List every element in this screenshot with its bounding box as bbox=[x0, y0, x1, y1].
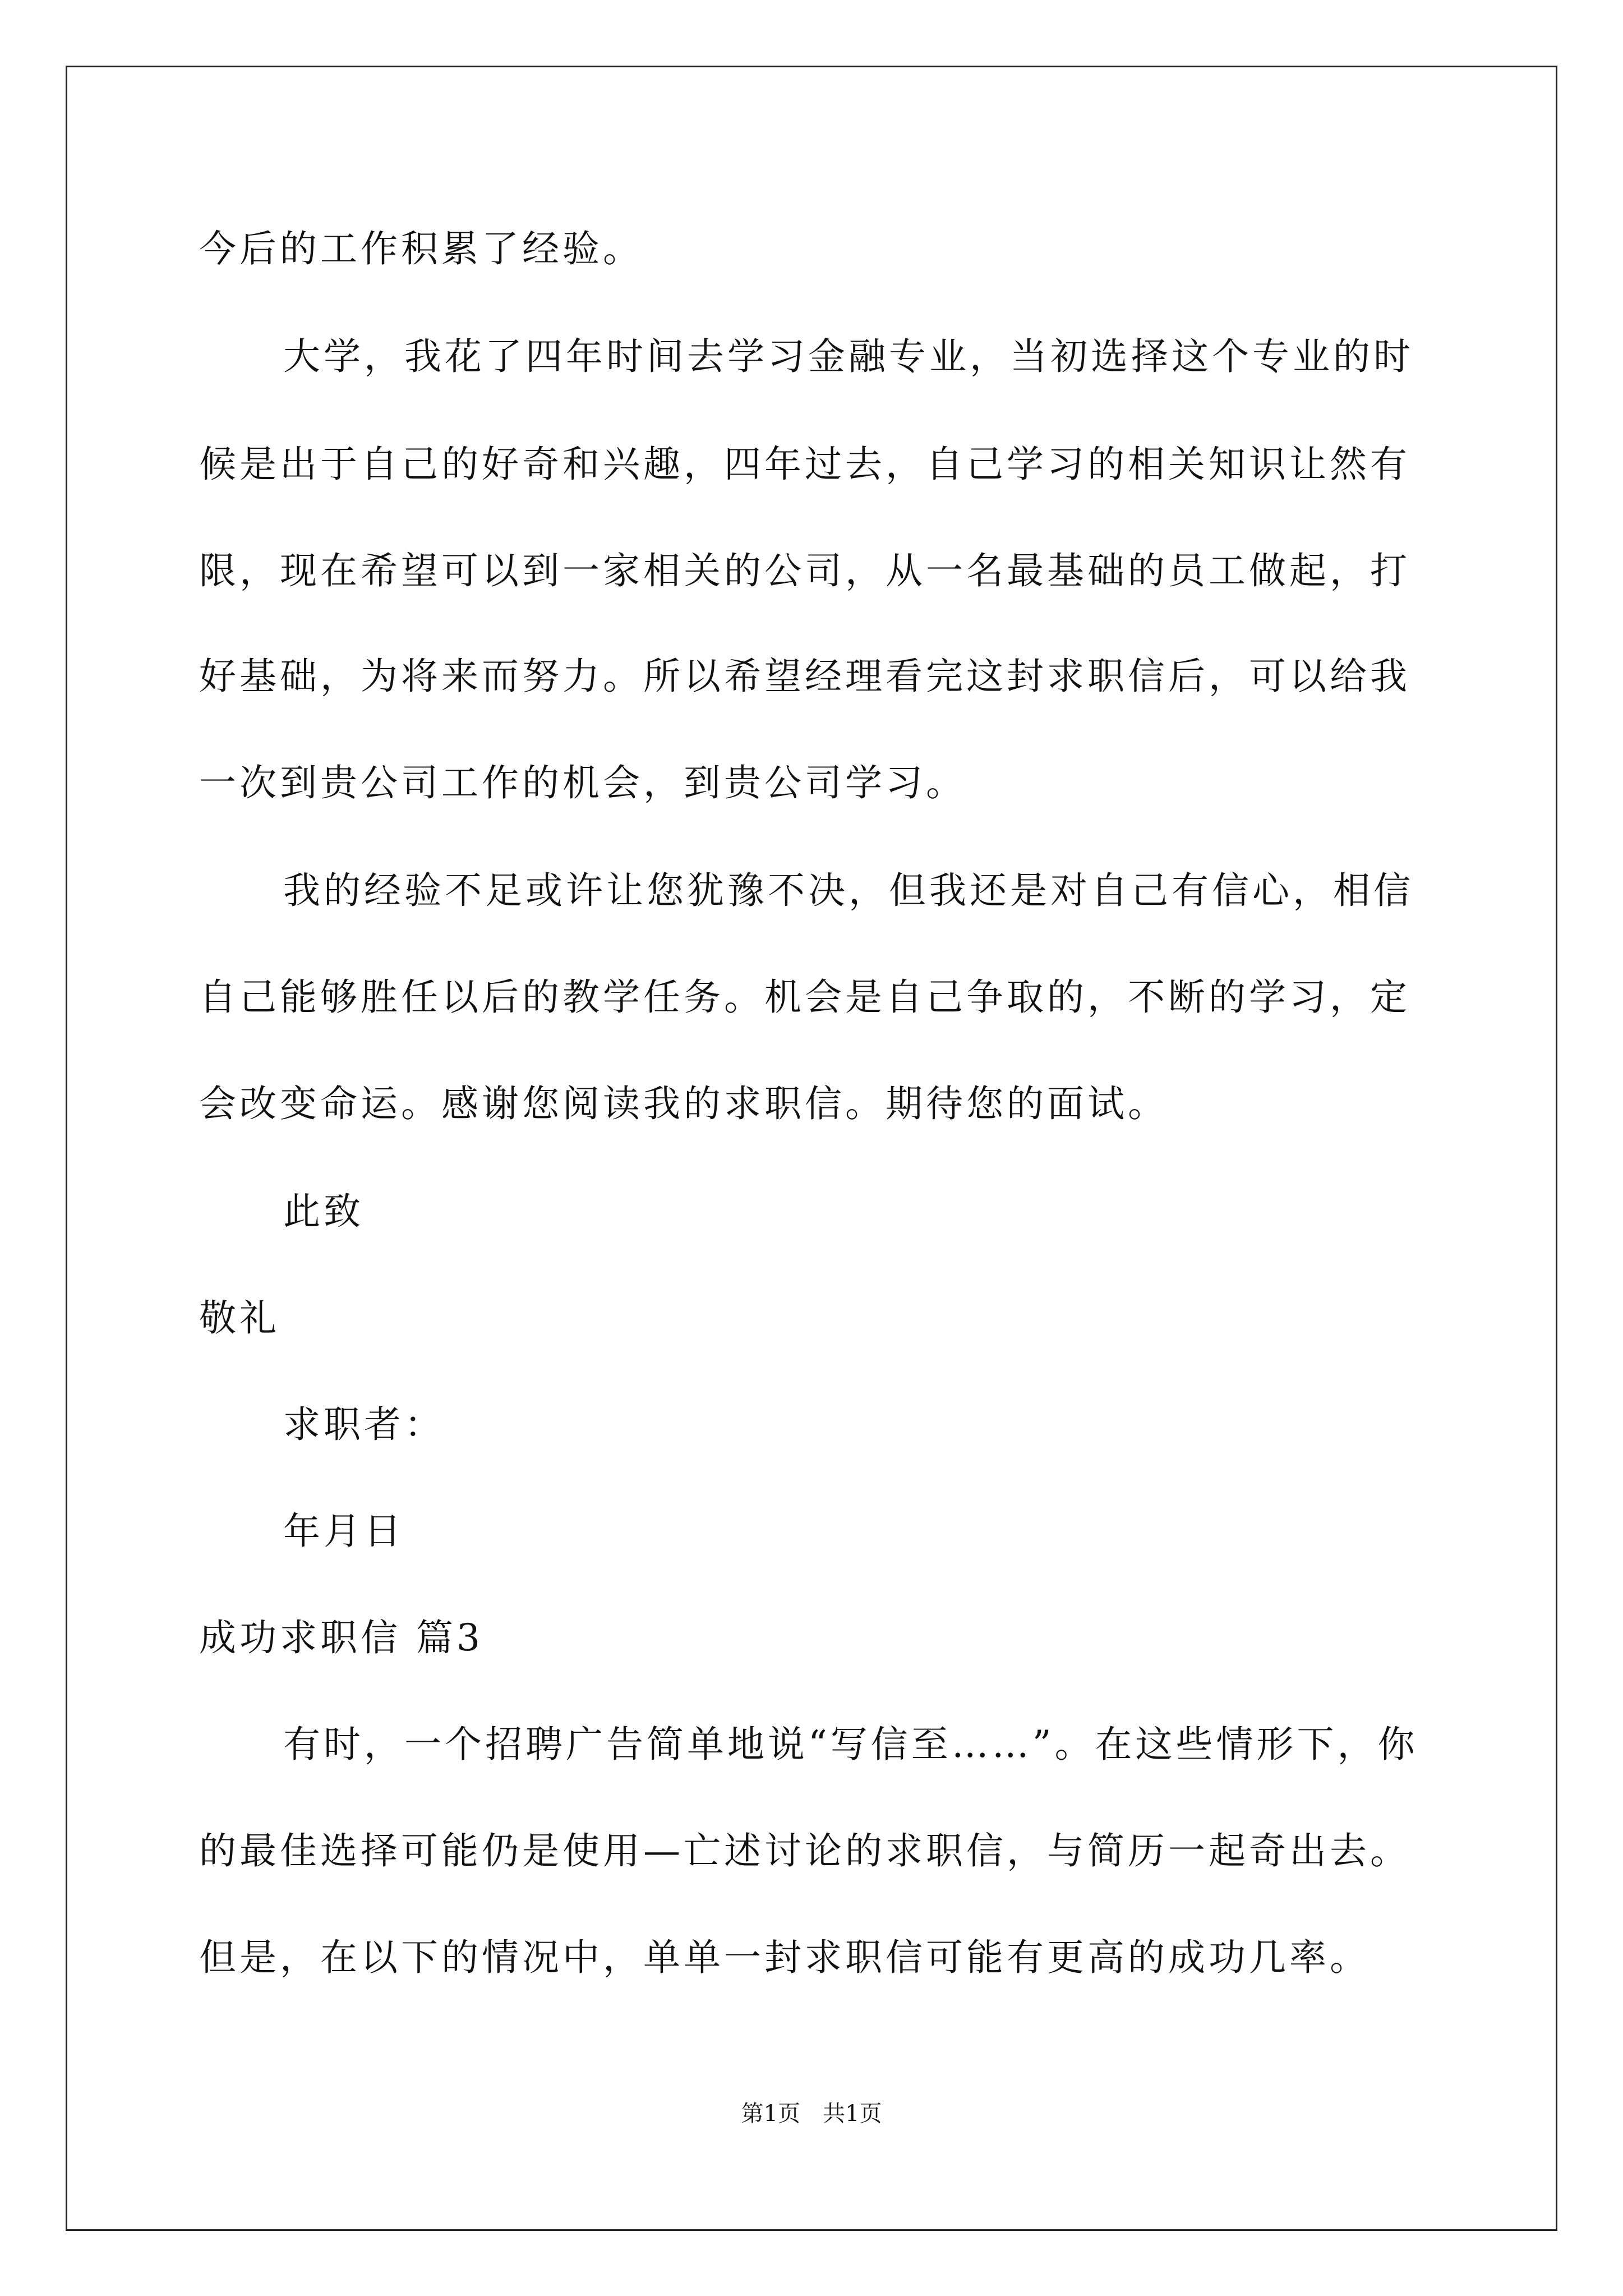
text-line: 限，现在希望可以到一家相关的公司，从一名最基础的员工做起，打 bbox=[199, 549, 1410, 592]
closing-salutation: 此致 bbox=[283, 1190, 364, 1233]
text-line: 今后的工作积累了经验。 bbox=[199, 227, 643, 270]
text-line: 好基础，为将来而努力。所以希望经理看完这封求职信后，可以给我 bbox=[199, 655, 1410, 698]
signature-label: 求职者： bbox=[283, 1403, 445, 1446]
section-heading: 成功求职信 篇3 bbox=[199, 1616, 483, 1659]
date-label: 年月日 bbox=[283, 1510, 404, 1553]
text-line: 的最佳选择可能仍是使用—亡述讨论的求职信，与简历一起奇出去。 bbox=[199, 1829, 1410, 1872]
text-line: 会改变命运。感谢您阅读我的求职信。期待您的面试。 bbox=[199, 1082, 1168, 1125]
page-border bbox=[66, 66, 1557, 2231]
text-line: 候是出于自己的好奇和兴趣，四年过去，自己学习的相关知识让然有 bbox=[199, 443, 1410, 486]
text-line: 一次到贵公司工作的机会，到贵公司学习。 bbox=[199, 761, 966, 804]
text-line: 我的经验不足或许让您犹豫不决，但我还是对自己有信心，相信 bbox=[283, 869, 1414, 912]
closing-regards: 敬礼 bbox=[199, 1296, 280, 1340]
text-line: 自己能够胜任以后的教学任务。机会是自己争取的，不断的学习，定 bbox=[199, 976, 1410, 1019]
text-line: 但是，在以下的情况中，单单一封求职信可能有更高的成功几率。 bbox=[199, 1936, 1370, 1979]
text-line: 大学，我花了四年时间去学习金融专业，当初选择这个专业的时 bbox=[283, 335, 1414, 378]
page-number: 第1页 共1页 bbox=[741, 2101, 882, 2127]
text-line: 有时，一个招聘广告简单地说“写信至……”。在这些情形下，你 bbox=[283, 1723, 1418, 1766]
